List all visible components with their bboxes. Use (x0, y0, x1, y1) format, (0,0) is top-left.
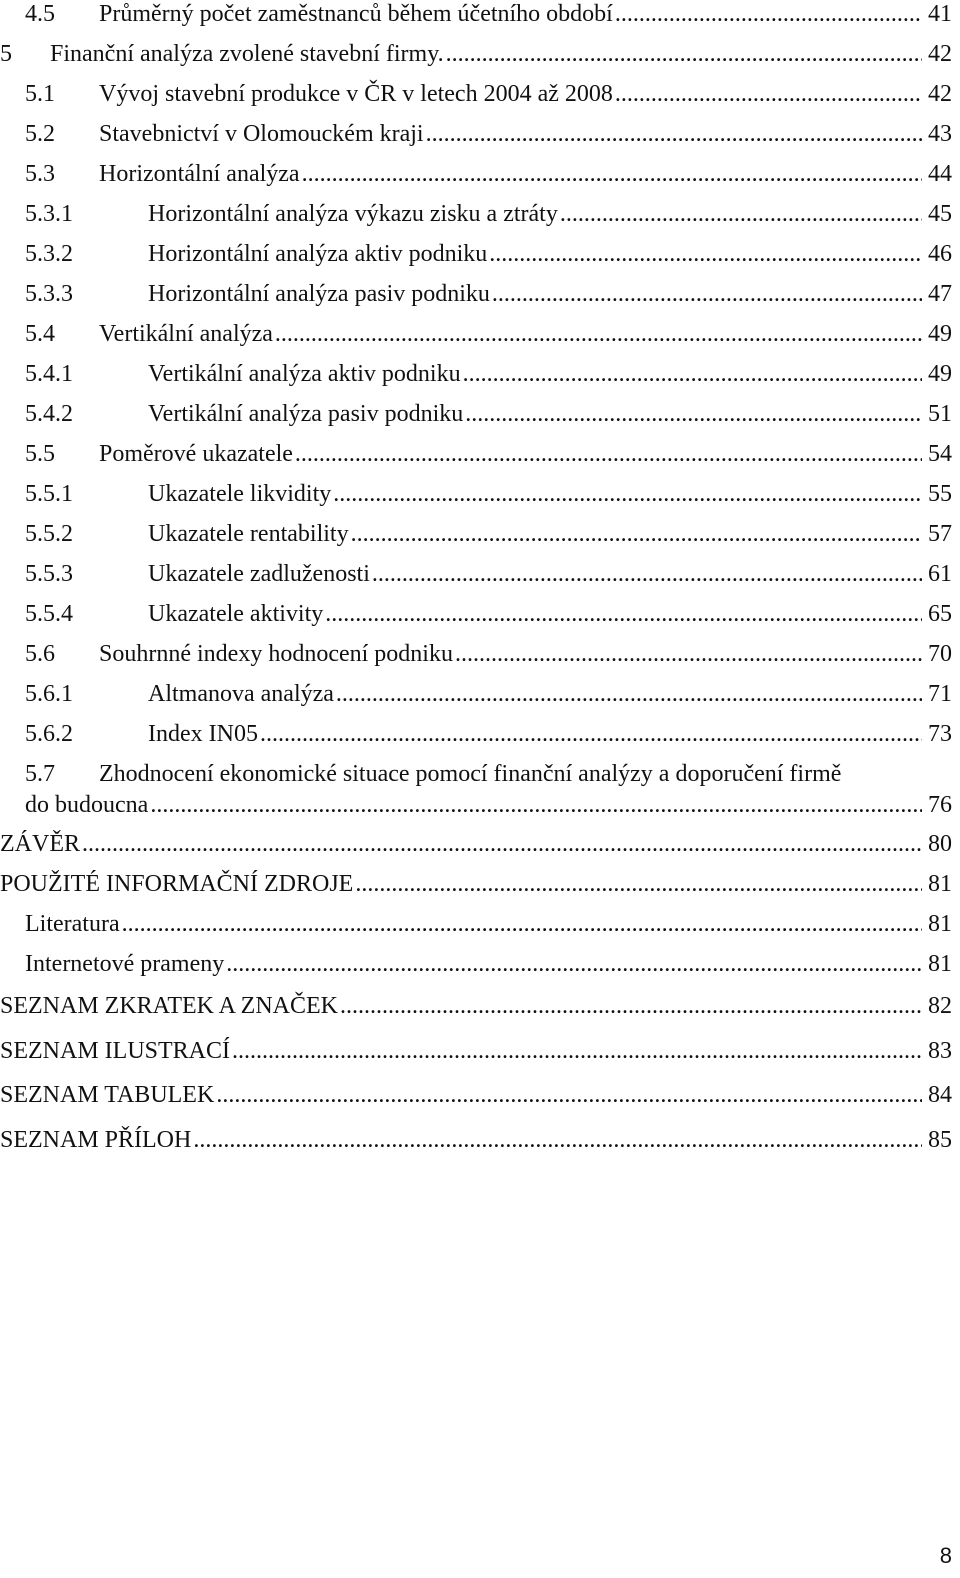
toc-entry-title: Index IN05 (148, 721, 258, 747)
toc-entry-5-3-3[interactable] (0, 274, 952, 314)
toc-entry-page: 55 (928, 481, 952, 507)
toc-dot-leader (465, 394, 922, 434)
toc-entry-title: Ukazatele rentability (148, 521, 349, 547)
toc-entry-page: 85 (928, 1127, 952, 1154)
toc-entry-title: Souhrnné indexy hodnocení podniku (99, 641, 453, 667)
toc-dot-leader (216, 1073, 922, 1118)
toc-dot-leader (446, 34, 922, 74)
toc-dot-leader (492, 274, 922, 314)
toc-entry-5-4-1[interactable] (0, 354, 952, 394)
toc-dot-leader (260, 714, 922, 754)
toc-dot-leader (325, 594, 922, 634)
toc-entry-number: 5.3.2 (25, 241, 73, 267)
toc-entry-5-3[interactable] (0, 154, 952, 194)
toc-entry-number: 5.5.4 (25, 601, 73, 627)
toc-entry-title: SEZNAM PŘÍLOH (0, 1127, 192, 1154)
page-number: 8 (939, 1543, 952, 1568)
toc-entry-5-3-2[interactable] (0, 234, 952, 274)
toc-entry-page: 80 (928, 831, 952, 857)
toc-entry-number: 5.6.2 (25, 721, 73, 747)
toc-entry-number: 5.5.2 (25, 521, 73, 547)
toc-entry-page: 49 (928, 321, 952, 347)
toc-dot-leader (372, 554, 922, 594)
toc-entry-number: 5.5 (25, 441, 55, 467)
toc-entry-pouzite-zdroje[interactable] (0, 864, 952, 904)
toc-entry-5-5-1[interactable] (0, 474, 952, 514)
toc-entry-title: Literatura (25, 911, 120, 937)
toc-entry-page: 81 (928, 871, 952, 897)
toc-entry-zaver[interactable] (0, 824, 952, 864)
toc-entry-5[interactable] (0, 34, 952, 74)
toc-dot-leader (426, 114, 922, 154)
toc-entry-page: 71 (928, 681, 952, 707)
toc-entry-number: 5.1 (25, 81, 55, 107)
toc-dot-leader (560, 194, 922, 234)
toc-entry-number: 5.6 (25, 641, 55, 667)
toc-entry-page: 51 (928, 401, 952, 427)
toc-entry-5-6-1[interactable] (0, 674, 952, 714)
toc-dot-leader (340, 984, 922, 1029)
toc-entry-title: Vývoj stavební produkce v ČR v letech 2004 až 2008 (99, 81, 613, 107)
toc-entry-title: Vertikální analýza pasiv podniku (148, 401, 464, 427)
toc-entry-title: Horizontální analýza výkazu zisku a ztráty (148, 201, 558, 227)
toc-entry-title: Vertikální analýza aktiv podniku (148, 361, 461, 387)
toc-entry-number: 5.7 (25, 761, 55, 787)
toc-entry-title: Ukazatele likvidity (148, 481, 332, 507)
toc-entry-5-1[interactable] (0, 74, 952, 114)
toc-entry-seznam-ilustraci[interactable] (0, 1029, 952, 1074)
toc-entry-title: SEZNAM TABULEK (0, 1082, 215, 1109)
toc-entry-title: SEZNAM ILUSTRACÍ (0, 1037, 231, 1064)
toc-entry-internetove-prameny[interactable] (0, 944, 952, 984)
toc-dot-leader (295, 434, 922, 474)
toc-entry-page: 42 (928, 81, 952, 107)
toc-entry-page: 46 (928, 241, 952, 267)
toc-entry-title: Poměrové ukazatele (99, 441, 293, 467)
toc-entry-title: Stavebnictví v Olomouckém kraji (99, 121, 424, 147)
toc-entry-title: Ukazatele aktivity (148, 601, 324, 627)
toc-entry-page: 57 (928, 521, 952, 547)
toc-entry-title: Horizontální analýza aktiv podniku (148, 241, 488, 267)
toc-entry-page: 45 (928, 201, 952, 227)
toc-entry-seznam-tabulek[interactable] (0, 1073, 952, 1118)
toc-dot-leader (302, 154, 922, 194)
toc-dot-leader (336, 674, 922, 714)
toc-entry-5-7[interactable] (0, 754, 952, 824)
toc-entry-title: Horizontální analýza (99, 161, 300, 187)
toc-entry-number: 5.3.3 (25, 281, 73, 307)
toc-entry-page: 84 (928, 1082, 952, 1109)
toc-entry-title: POUŽITÉ INFORMAČNÍ ZDROJE (0, 871, 354, 897)
toc-entry-5-3-1[interactable] (0, 194, 952, 234)
toc-dot-leader (351, 514, 922, 554)
toc-entry-number: 5.4.1 (25, 361, 73, 387)
toc-entry-5-6[interactable] (0, 634, 952, 674)
toc-entry-page: 83 (928, 1037, 952, 1064)
toc-dot-leader (193, 1118, 922, 1163)
toc-entry-title: SEZNAM ZKRATEK A ZNAČEK (0, 993, 339, 1019)
toc-dot-leader (333, 474, 922, 514)
toc-entry-number: 5.3 (25, 161, 55, 187)
toc-entry-number: 5.3.1 (25, 201, 73, 227)
toc-entry-page: 82 (928, 993, 952, 1019)
toc-entry-page: 65 (928, 601, 952, 627)
toc-entry-title: Altmanova analýza (148, 681, 334, 707)
toc-dot-leader (232, 1029, 922, 1074)
toc-entry-page: 76 (928, 792, 952, 818)
toc-dot-leader (226, 944, 922, 984)
toc-entry-title: Internetové prameny (25, 951, 225, 977)
toc-entry-page: 54 (928, 441, 952, 467)
toc-entry-page: 43 (928, 121, 952, 147)
toc-entry-5-2[interactable] (0, 114, 952, 154)
toc-entry-page: 44 (928, 161, 952, 187)
toc-entry-page: 73 (928, 721, 952, 747)
toc-entry-number: 5.4.2 (25, 401, 73, 427)
toc-entry-page: 49 (928, 361, 952, 387)
toc-dot-leader (82, 824, 922, 864)
toc-entry-title: ZÁVĚR (0, 831, 80, 857)
toc-entry-5-5-4[interactable] (0, 594, 952, 634)
toc-entry-5-5[interactable] (0, 434, 952, 474)
toc-entry-number: 4.5 (25, 1, 55, 27)
toc-dot-leader (355, 864, 922, 904)
toc-dot-leader (455, 634, 922, 674)
toc-entry-title-line-2: do budoucna (25, 792, 149, 818)
toc-entry-title: Průměrný počet zaměstnanců během účetního období (99, 1, 613, 27)
toc-dot-leader (615, 0, 922, 34)
toc-entry-title: Finanční analýza zvolené stavební firmy. (50, 41, 444, 67)
toc-entry-page: 61 (928, 561, 952, 587)
toc-entry-number: 5.5.1 (25, 481, 73, 507)
toc-entry-4-5[interactable] (0, 0, 952, 34)
toc-entry-5-4[interactable] (0, 314, 952, 354)
toc-dot-leader (122, 904, 922, 944)
toc-dot-leader (150, 790, 922, 821)
toc-entry-title: Ukazatele zadluženosti (148, 561, 370, 587)
toc-entry-title-line-1: Zhodnocení ekonomické situace pomocí finanční analýzy a doporučení firmě (99, 761, 842, 787)
toc-entry-number: 5.5.3 (25, 561, 73, 587)
toc-dot-leader (275, 314, 922, 354)
toc-entry-number: 5.2 (25, 121, 55, 147)
toc-entry-page: 81 (928, 911, 952, 937)
toc-entry-number: 5.6.1 (25, 681, 73, 707)
toc-entry-page: 81 (928, 951, 952, 977)
toc-dot-leader (489, 234, 922, 274)
toc-entry-number: 5 (0, 41, 12, 67)
toc-entry-page: 42 (928, 41, 952, 67)
toc-entry-page: 70 (928, 641, 952, 667)
toc-dot-leader (463, 354, 922, 394)
toc-entry-seznam-priloh[interactable] (0, 1118, 952, 1163)
toc-dot-leader (615, 74, 922, 114)
toc-entry-5-6-2[interactable] (0, 714, 952, 754)
toc-entry-title: Horizontální analýza pasiv podniku (148, 281, 490, 307)
toc-entry-5-5-3[interactable] (0, 554, 952, 594)
toc-entry-page: 41 (928, 1, 952, 27)
toc-entry-literatura[interactable] (0, 904, 952, 944)
toc-entry-title: Vertikální analýza (99, 321, 273, 347)
toc-entry-number: 5.4 (25, 321, 55, 347)
toc-entry-seznam-zkratek[interactable] (0, 984, 952, 1029)
toc-entry-5-4-2[interactable] (0, 394, 952, 434)
toc-entry-page: 47 (928, 281, 952, 307)
toc-entry-5-5-2[interactable] (0, 514, 952, 554)
